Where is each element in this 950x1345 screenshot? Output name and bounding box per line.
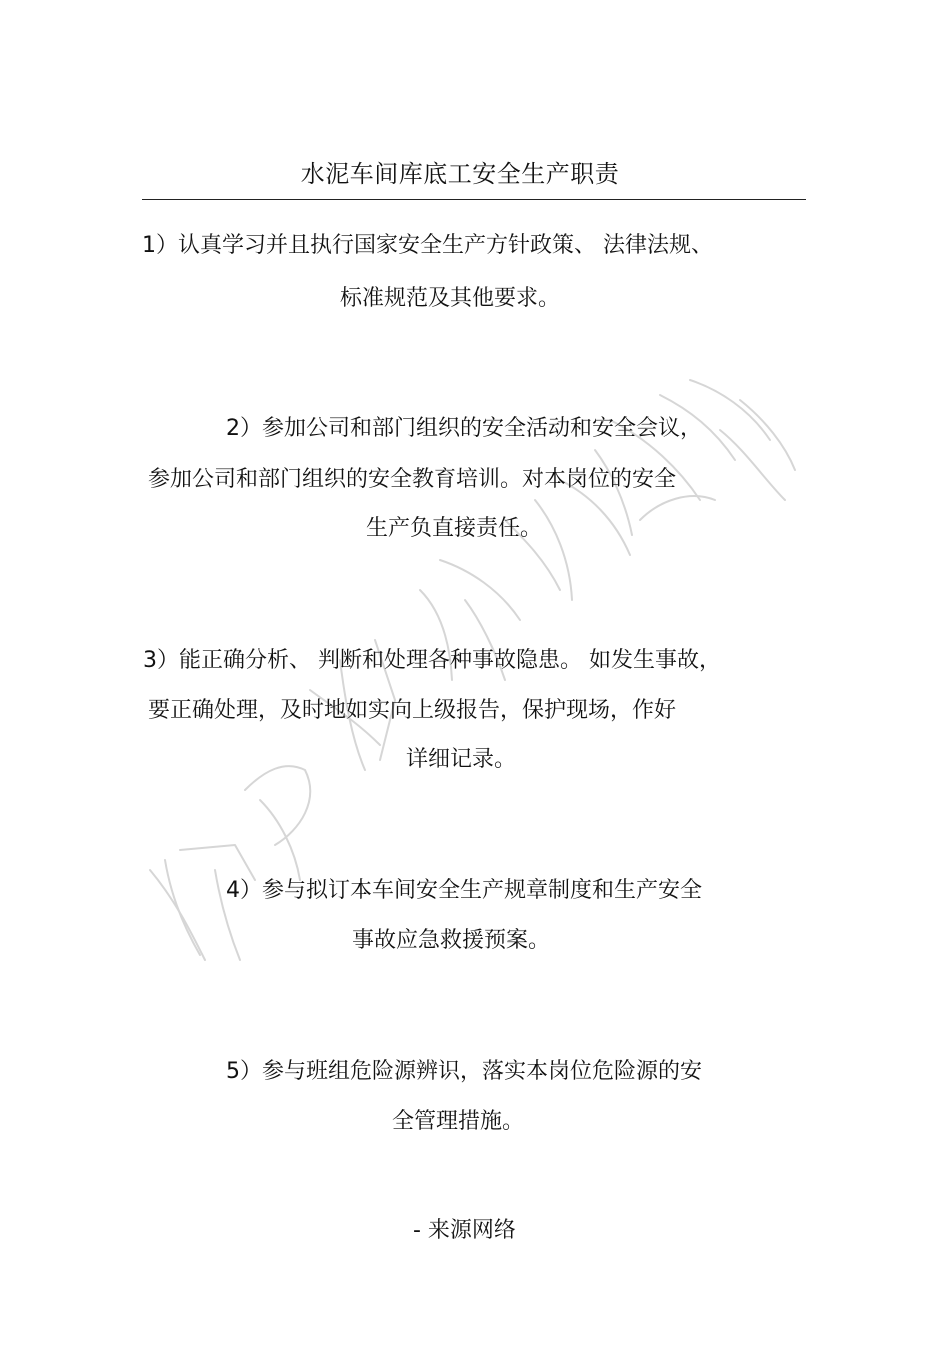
item-2-line-1: 2）参加公司和部门组织的安全活动和安全会议， [226,416,702,441]
footer-source: - 来源网络 [413,1218,516,1243]
item-5-line-2: 全管理措施。 [392,1109,525,1134]
item-5-line-1: 5）参与班组危险源辨识，落实本岗位危险源的安 [226,1059,702,1084]
document-title: 水泥车间库底工安全生产职责 [300,160,620,188]
item-4-line-2: 事故应急救援预案。 [352,928,551,953]
item-1-line-2: 标准规范及其他要求。 [340,286,561,311]
item-1-line-1: 1）认真学习并且执行国家安全生产方针政策、 法律法规、 [142,233,713,258]
item-2-line-3: 生产负直接责任。 [366,516,543,541]
item-4-line-1: 4）参与拟订本车间安全生产规章制度和生产安全 [226,878,702,903]
item-3-line-2: 要正确处理，及时地如实向上级报告，保护现场，作好 [148,698,677,723]
item-3-line-3: 详细记录。 [406,747,517,772]
item-3-line-1: 3）能正确分析、 判断和处理各种事故隐患。 如发生事故， [143,648,721,673]
item-2-line-2: 参加公司和部门组织的安全教育培训。对本岗位的安全 [148,467,677,492]
title-divider [142,199,806,200]
